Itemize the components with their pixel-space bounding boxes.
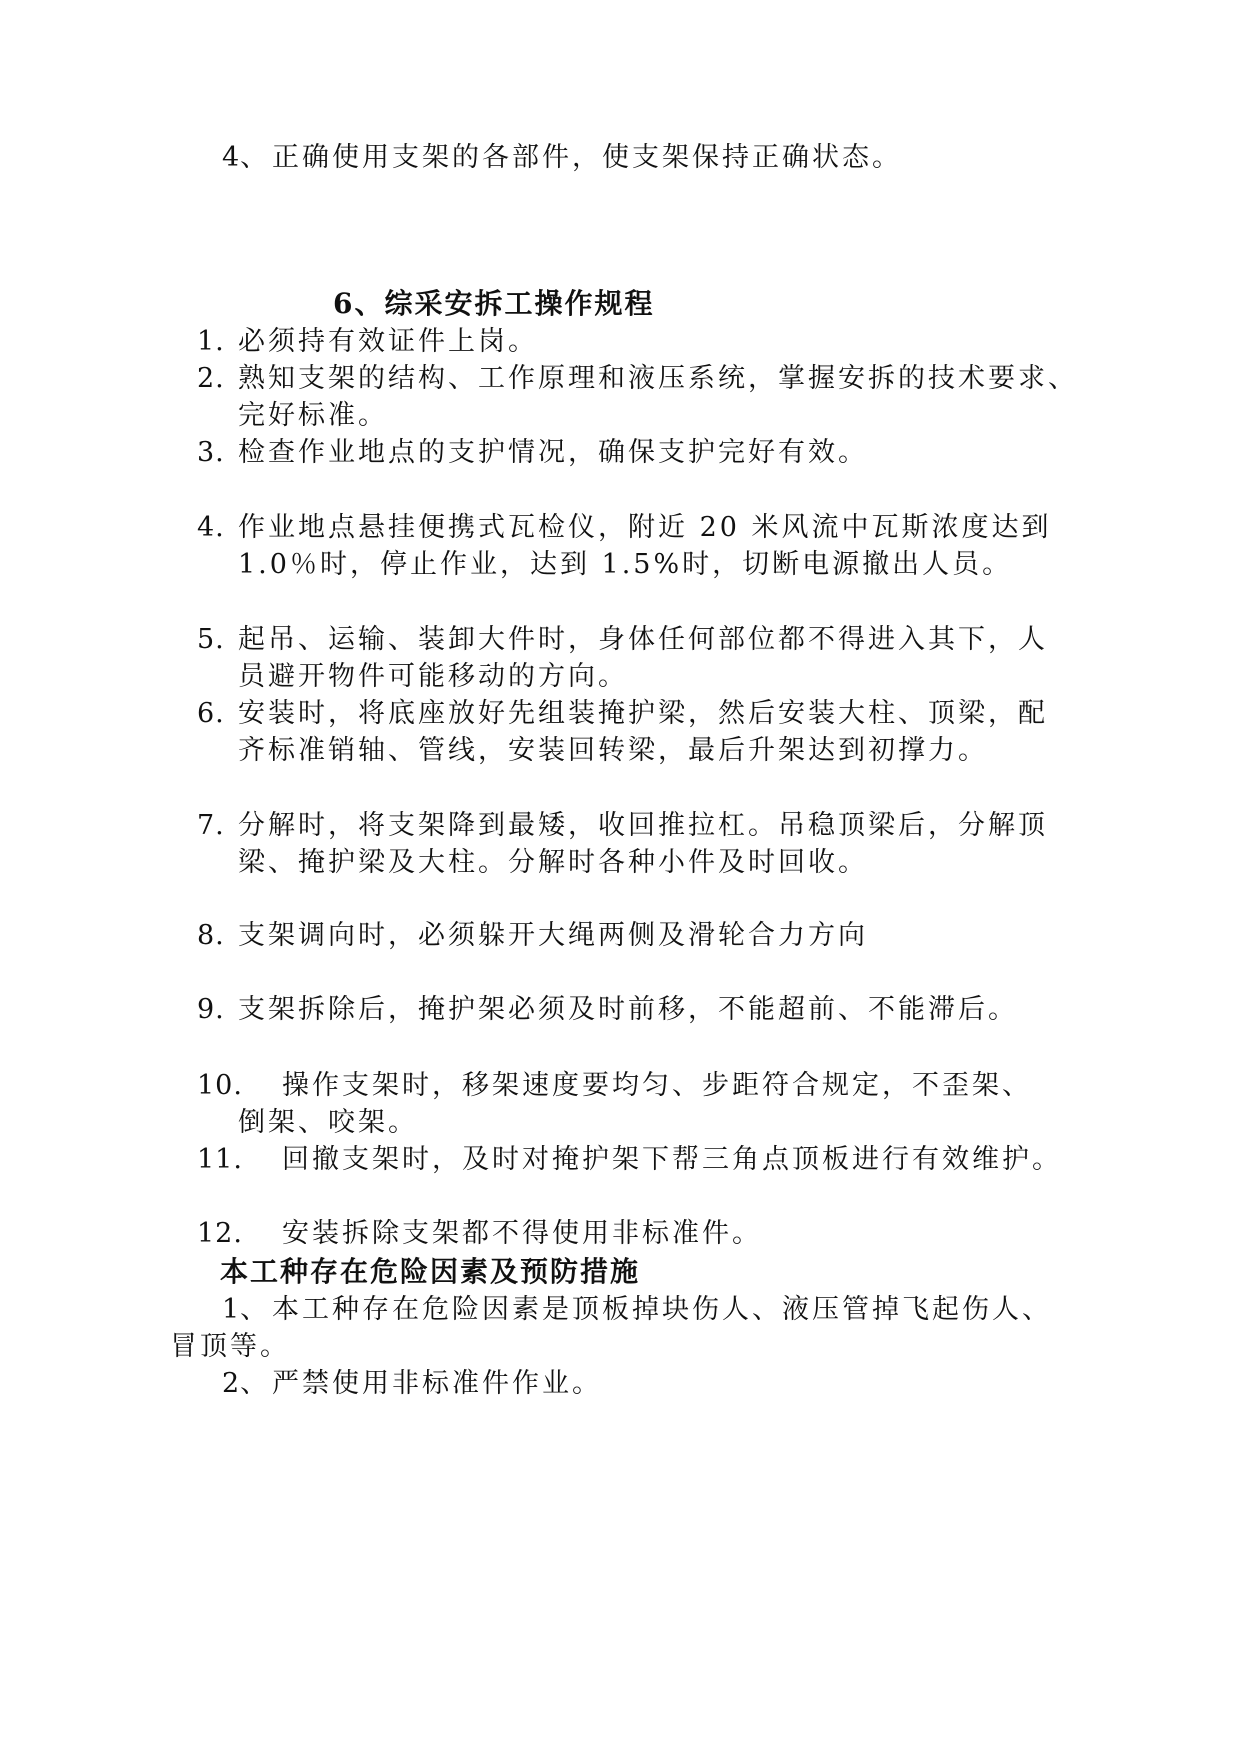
list-item-text: 检查作业地点的支护情况，确保支护完好有效。	[238, 437, 868, 468]
list-item-number: 3.	[197, 437, 225, 468]
list-item-text: 齐标准销轴、管线，安装回转梁，最后升架达到初撑力。	[238, 735, 988, 766]
top-item-number: 4、	[222, 142, 269, 173]
list-item-text: 起吊、运输、装卸大件时，身体任何部位都不得进入其下，人	[238, 624, 1048, 655]
list-item-number: 5.	[197, 624, 225, 655]
list-item-number: 11.	[197, 1144, 243, 1175]
hazard-item-text: 本工种存在危险因素是顶板掉块伤人、液压管掉飞起伤人、	[272, 1294, 1052, 1325]
top-item-text: 正确使用支架的各部件，使支架保持正确状态。	[272, 142, 902, 173]
list-item-text: 支架调向时，必须躲开大绳两侧及滑轮合力方向	[238, 920, 868, 951]
list-item-number: 12.	[197, 1218, 243, 1249]
hazard-item-text: 严禁使用非标准件作业。	[272, 1368, 602, 1399]
hazard-item-text: 冒顶等。	[170, 1331, 290, 1362]
list-item-text: 熟知支架的结构、工作原理和液压系统，掌握安拆的技术要求、	[238, 363, 1078, 394]
hazard-item-number: 1、	[222, 1294, 269, 1325]
list-item-text: 梁、掩护梁及大柱。分解时各种小件及时回收。	[238, 847, 868, 878]
list-item-number: 9.	[197, 994, 225, 1025]
list-item-text: 回撤支架时，及时对掩护架下帮三角点顶板进行有效维护。	[282, 1144, 1062, 1175]
hazard-title: 本工种存在危险因素及预防措施	[220, 1255, 641, 1288]
list-item-text: 倒架、咬架。	[238, 1107, 418, 1138]
list-item-number: 1.	[197, 326, 225, 357]
list-item-text: 必须持有效证件上岗。	[238, 326, 538, 357]
list-item-number: 6.	[197, 698, 225, 729]
list-item-number: 10.	[197, 1070, 243, 1101]
list-item-number: 8.	[197, 920, 225, 951]
list-item-number: 7.	[197, 810, 225, 841]
list-item-number: 2.	[197, 363, 225, 394]
list-item-text: 操作支架时，移架速度要均匀、步距符合规定，不歪架、	[282, 1070, 1032, 1101]
hazard-item-number: 2、	[222, 1368, 269, 1399]
list-item-text: 员避开物件可能移动的方向。	[238, 661, 628, 692]
section-title: 6、综采安拆工操作规程	[333, 287, 655, 320]
list-item-number: 4.	[197, 512, 225, 543]
list-item-text: 支架拆除后，掩护架必须及时前移，不能超前、不能滞后。	[238, 994, 1018, 1025]
list-item-text: 作业地点悬挂便携式瓦检仪，附近 20 米风流中瓦斯浓度达到	[238, 512, 1052, 543]
list-item-text: 完好标准。	[238, 400, 388, 431]
list-item-text: 安装拆除支架都不得使用非标准件。	[282, 1218, 762, 1249]
list-item-text: 1.0％时，停止作业，达到 1.5%时，切断电源撤出人员。	[238, 549, 1013, 580]
list-item-text: 分解时，将支架降到最矮，收回推拉杠。吊稳顶梁后，分解顶	[238, 810, 1048, 841]
list-item-text: 安装时，将底座放好先组装掩护梁，然后安装大柱、顶梁，配	[238, 698, 1048, 729]
